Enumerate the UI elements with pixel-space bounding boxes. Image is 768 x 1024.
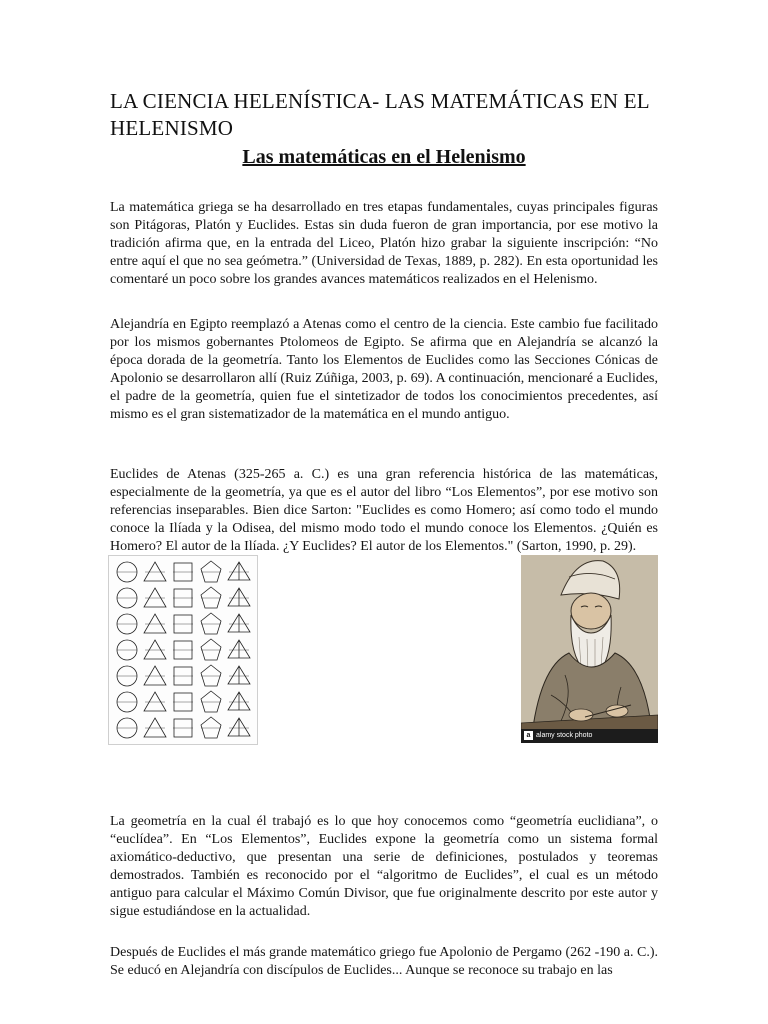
geometric-figure-icon <box>144 692 166 711</box>
geometric-figure-icon <box>144 666 166 685</box>
paragraph-intro: La matemática griega se ha desarrollado en tres etapas fundamentales, cuyas principales figuras son Pitágoras, Platón y Euclides. Estas sin duda fueron de gran importancia, por ese motivo la tradición afirma que, en la entrada del Liceo, Platón hizo grabar la siguiente inscripción: “No entre aquí el que no sea geómetra.” (Universidad de Texas, 1889, p. 282). En esta oportunidad les comentaré un poco sobre los grandes avances matemáticos realizados en el Helenismo. <box>110 200 658 287</box>
paragraph-apolonio: Después de Euclides el más grande matemático griego fue Apolonio de Pergamo (262 -190 a. C.). Se educó en Alejandría con discípulos de Euclides... Aunque se reconoce su trabajo en las <box>110 945 658 978</box>
geometric-figure-icon <box>144 718 166 737</box>
geometric-figure-icon <box>228 666 250 684</box>
geometric-figure-icon <box>228 614 250 632</box>
geometric-figure-icon <box>144 562 166 581</box>
euclid-portrait-drawing <box>521 555 658 743</box>
geometric-figure-icon <box>201 613 221 634</box>
geometric-figure-icon <box>144 614 166 633</box>
document-title: LA CIENCIA HELENÍSTICA- LAS MATEMÁTICAS EN EL HELENISMO <box>110 89 650 140</box>
geometry-diagrams-drawing <box>109 556 257 744</box>
geometric-figure-icon <box>201 639 221 660</box>
geometric-figure-icon <box>144 640 166 659</box>
geometric-figure-icon <box>228 562 250 580</box>
geometric-figure-icon <box>201 561 221 582</box>
paragraph-geometria: La geometría en la cual él trabajó es lo que hoy conocemos como “geometría euclidiana”, o “euclídea”. En “Los Elementos”, Euclides expone la geometría como un sistema formal axiomático-deductivo, que presentan una serie de definiciones, postulados y teoremas demostrados. También es reconocido por el “algoritmo de Euclides”, el cual es un método antiguo para calcular el Máximo Común Divisor, que fue originalmente descrito por este autor y sigue estudiándose en la actualidad. <box>110 814 658 919</box>
geometric-figure-icon <box>228 588 250 606</box>
geometric-figure-icon <box>201 691 221 712</box>
geometric-figure-icon <box>228 692 250 710</box>
geometric-figure-icon <box>228 718 250 736</box>
geometric-figure-icon <box>201 717 221 738</box>
document-subtitle: Las matemáticas en el Helenismo <box>242 146 526 168</box>
geometric-figure-icon <box>201 665 221 686</box>
stock-watermark-text: alamy stock photo <box>536 732 593 739</box>
alamy-logo-icon: a <box>524 731 533 740</box>
paragraph-euclides: Euclides de Atenas (325-265 a. C.) es una gran referencia histórica de las matemáticas, especialmente de la geometría, ya que es el autor del libro “Los Elementos”, por ese motivo son referencias inseparables. Bien dice Sarton: "Euclides es como Homero; así como todo el mundo conoce la Ilíada y la Odisea, del mismo modo todo el mundo conoce los Elementos. ¿Quién es Homero? El autor de la Ilíada. ¿Y Euclides? El autor de los Elementos." (Sarton, 1990, p. 29). <box>110 467 658 554</box>
paragraph-alejandria: Alejandría en Egipto reemplazó a Atenas como el centro de la ciencia. Este cambio fue facilitado por los mismos gobernantes Ptolomeos de Egipto. Se afirma que en Alejandría se alcanzó la época dorada de la geometría. Tanto los Elementos de Euclides como las Secciones Cónicas de Apolonio se desarrollaron allí (Ruiz Zúñiga, 2003, p. 69). A continuación, mencionaré a Euclides, el padre de la geometría, quien fue el sintetizador de todos los conocimientos precedentes, así mismo es el gran sistematizador de la matemática en el mundo antiguo. <box>110 317 658 422</box>
geometry-diagrams-image <box>108 555 258 745</box>
geometric-figure-icon <box>144 588 166 607</box>
geometric-figure-icon <box>228 640 250 658</box>
stock-watermark-bar <box>521 729 658 743</box>
geometric-figure-icon <box>201 587 221 608</box>
euclid-portrait-image <box>521 555 658 743</box>
